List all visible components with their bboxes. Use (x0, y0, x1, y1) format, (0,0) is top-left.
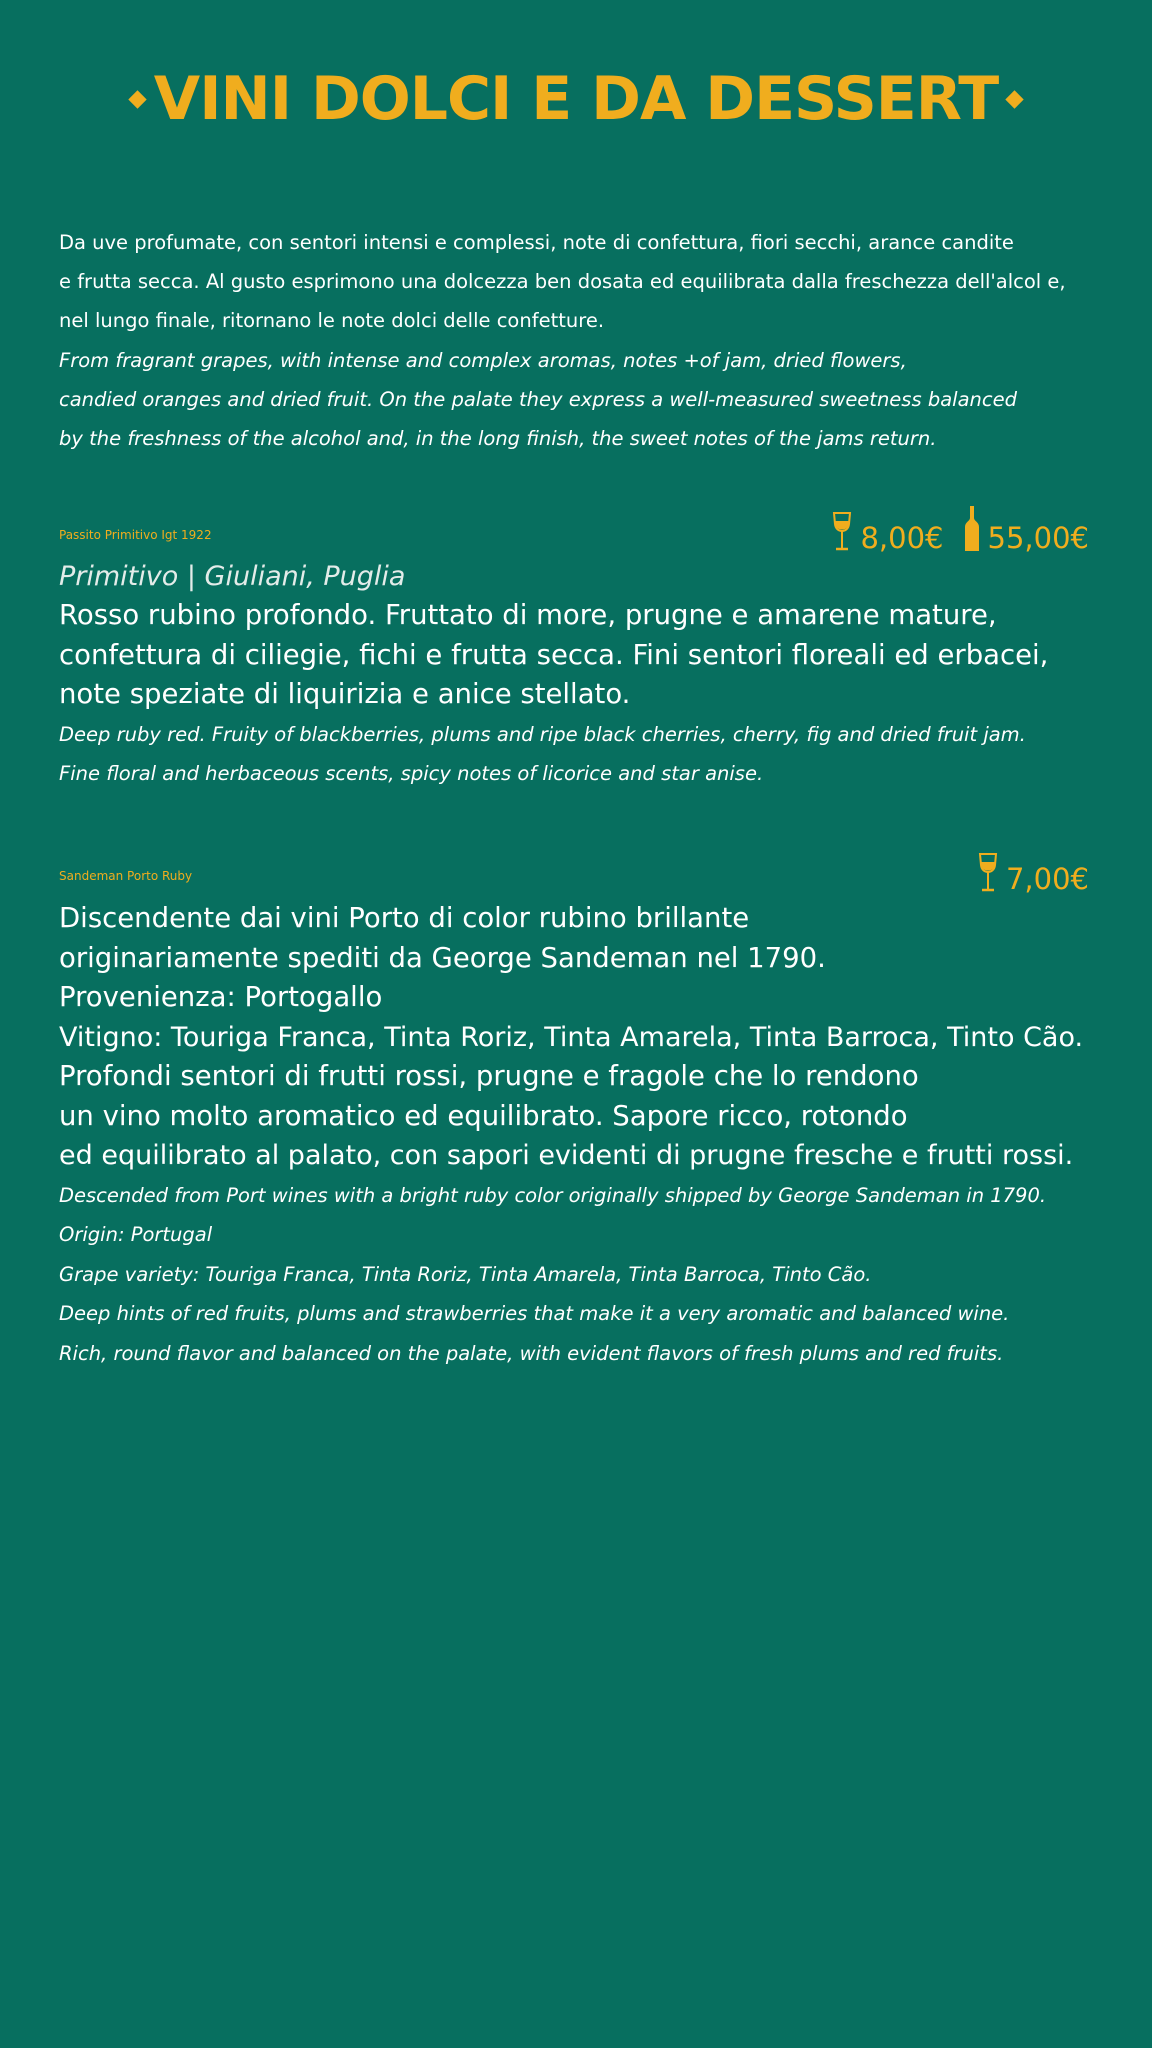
wine-description-it: Vitigno: Touriga Franca, Tinta Roriz, Tinta Amarela, Tinta Barroca, Tinto Cão. (59, 1021, 1084, 1053)
wine-header (59, 853, 1089, 899)
wine-name: Passito Primitivo Igt 1922 (59, 528, 212, 542)
wine-prices (812, 512, 1089, 558)
wine-name: Sandeman Porto Ruby (59, 869, 193, 883)
intro-en-line: candied oranges and dried fruit. On the palate they express a well-measured sweetness balanced (59, 387, 1017, 411)
intro-text (59, 223, 1099, 458)
intro-en-line: by the freshness of the alcohol and, in the long finish, the sweet notes of the jams return. (59, 427, 937, 451)
wine-prices (958, 853, 1089, 899)
wine-bottle-icon (964, 506, 980, 552)
intro-it-line: nel lungo finale, ritornano le note dolci delle confetture. (59, 309, 605, 333)
wine-description-en: Descended from Port wines with a bright ruby color originally shipped by George Sandeman in 1790. (59, 1183, 1047, 1207)
wine-description-it: Profondi sentori di frutti rossi, prugne e fragole che lo rendono (59, 1060, 919, 1092)
page-header (0, 58, 1152, 140)
glass-price-group (978, 853, 1089, 899)
glass-price-group (832, 512, 943, 558)
wine-header (59, 512, 1089, 558)
wine-description-en: Fine floral and herbaceous scents, spicy notes of licorice and star anise. (59, 762, 764, 785)
wine-description-en: Rich, round flavor and balanced on the palate, with evident flavors of fresh plums and red fruits. (59, 1341, 1004, 1365)
intro-it-line: e frutta secca. Al gusto esprimono una dolcezza ben dosata ed equilibrata dalla freschezza dell'alcol e, (59, 270, 1066, 294)
wine-item-sandeman-porto-ruby (59, 853, 1089, 1373)
wine-glass-icon (832, 512, 852, 552)
wine-description-it: Discendente dai vini Porto di color rubino brillante (59, 902, 750, 934)
wine-description-en: Grape variety: Touriga Franca, Tinta Roriz, Tinta Amarela, Tinta Barroca, Tinto Cão. (59, 1262, 872, 1286)
wine-description-it: Provenienza: Portogallo (59, 981, 383, 1013)
diamond-ornament-left (128, 90, 146, 108)
intro-it-line: Da uve profumate, con sentori intensi e complessi, note di confettura, fiori secchi, arance candite (59, 231, 1014, 254)
intro-en-line: From fragrant grapes, with intense and complex aromas, notes +of jam, dried flowers, (59, 348, 907, 372)
wine-description-it: originariamente spediti da George Sandeman nel 1790. (59, 941, 826, 974)
diamond-ornament-right (1006, 90, 1024, 108)
wine-glass-icon (978, 853, 998, 893)
wine-description-it: un vino molto aromatico ed equilibrato. Sapore ricco, rotondo (59, 1099, 908, 1132)
wine-description-it: Rosso rubino profondo. Fruttato di more, prugne e amarene mature, (59, 599, 997, 631)
glass-price: 7,00€ (1005, 862, 1089, 896)
wine-description-it: note speziate di liquirizia e anice stellato. (59, 678, 631, 710)
wine-item-passito-primitivo (59, 512, 1089, 794)
page-title: VINI DOLCI E DA DESSERT (153, 64, 999, 134)
wine-description-it: ed equilibrato al palato, con sapori evidenti di prugne fresche e frutti rossi. (59, 1140, 1074, 1171)
wine-subtitle: Primitivo | Giuliani, Puglia (59, 561, 406, 592)
wine-description-it: confettura di ciliegie, fichi e frutta secca. Fini sentori floreali ed erbacei, (59, 638, 1049, 671)
bottle-price: 55,00€ (987, 521, 1089, 555)
wine-description-en: Origin: Portugal (59, 1223, 213, 1246)
bottle-price-group (964, 506, 1089, 558)
wine-description-en: Deep hints of red fruits, plums and strawberries that make it a very aromatic and balanced wine. (59, 1302, 1010, 1325)
glass-price: 8,00€ (860, 521, 944, 555)
wine-description-en: Deep ruby red. Fruity of blackberries, plums and ripe black cherries, cherry, fig and dried fruit jam. (59, 722, 1026, 746)
